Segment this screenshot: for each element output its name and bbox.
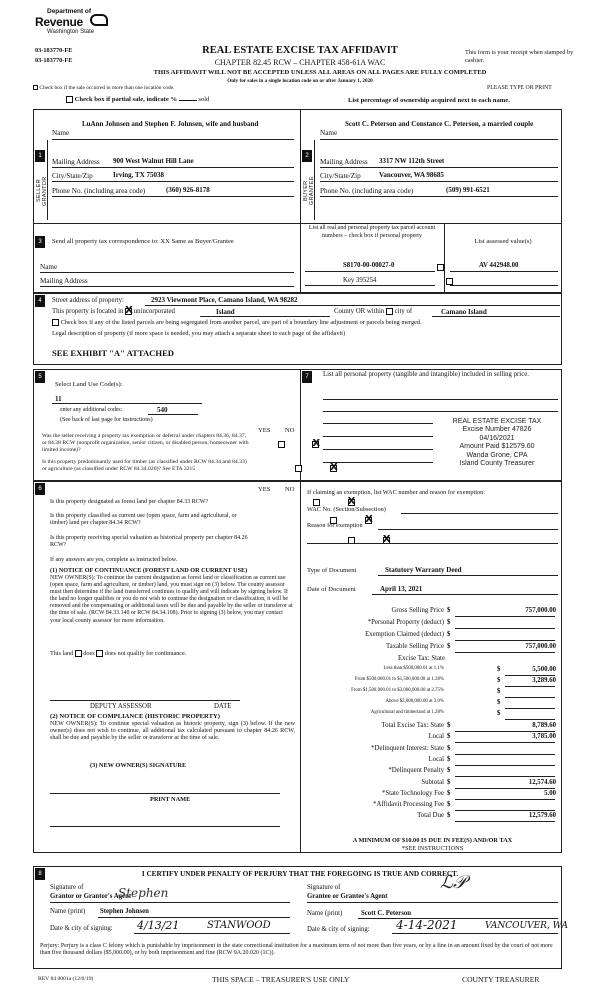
- agency-logo: [35, 8, 110, 42]
- agency-line1: Department of: [47, 8, 92, 15]
- tax-row-value[interactable]: 5.00: [544, 789, 556, 797]
- grantee-date[interactable]: 4-14-2021: [396, 918, 458, 932]
- street-label: Street address of property:: [52, 297, 124, 304]
- additional-codes-label: enter any additional codes:: [60, 407, 123, 413]
- tax-row-label: From $500,000.01 to $1,500,000.00 at 1.28%: [354, 677, 444, 682]
- wac-label: WAC No. (Section/Subsection): [307, 506, 386, 513]
- this-land-label: This land: [50, 650, 74, 657]
- forest-q2-no[interactable]: [365, 517, 372, 524]
- tax-row: [300, 721, 562, 733]
- sales-note: Only for sales in a single location code on or after January 1, 2020: [227, 78, 373, 84]
- grantor-signature[interactable]: Stephen: [118, 886, 169, 900]
- doc-type-label: Type of Document: [307, 567, 357, 574]
- does-not-checkbox[interactable]: [96, 650, 103, 657]
- correspondence-same[interactable]: XX Same as Buyer/Grantee: [160, 238, 234, 245]
- tax-row: [300, 800, 562, 812]
- currency-sign: $: [447, 767, 451, 775]
- tax-row-label: Less than $500,000.01 at 1.1%: [383, 666, 444, 671]
- parcel-header-right: List assessed value(s): [474, 238, 532, 245]
- seller-city-label: City/State/Zip: [52, 172, 93, 180]
- currency-sign: $: [497, 699, 501, 706]
- tax-row: [300, 766, 562, 778]
- continuance-row: [50, 650, 186, 657]
- parcel-personal-checkbox-1[interactable]: [437, 264, 444, 271]
- stamp-line-3: 04/16/2021: [479, 434, 515, 442]
- section-2-tag: 2: [302, 150, 312, 162]
- county-row: [334, 308, 412, 315]
- grantee-who: Grantee or Grantee's Agent: [307, 893, 388, 900]
- perjury-text: Perjury: Perjury is a class C felony which is punishable by imprisonment in the state correctional institution for a maximum term of not more than five years, or by a fine in an amount fixed by the court of not more than five thousand dollars ($5,000.00), or by both imprisonment and fine (RCW 9A.20.020 (1C)).: [40, 943, 553, 957]
- minimum-note: A MINIMUM OF $10.00 IS DUE IN FEE(S) AND/OR TAX: [352, 837, 513, 844]
- footer-form-number: REV 84 0001a (12/6/19): [38, 976, 94, 982]
- tax-row-label: *Personal Property (deduct): [367, 619, 444, 626]
- tax-exemption-question: Was the seller receiving a property tax exemption or deferral under chapters 84.36, 84.37, or 84.38 RCW (nonprofit organization, senior citizen, or disabled person, homeowner with limited income)?: [42, 433, 249, 453]
- buyer-address[interactable]: 3317 NW 112th Street: [379, 157, 445, 165]
- new-owner-signature-label: (3) NEW OWNER(S) SIGNATURE: [90, 762, 187, 769]
- buyer-city[interactable]: Vancouver, WA 98685: [379, 171, 444, 179]
- forest-q1-no[interactable]: [348, 499, 355, 506]
- multi-location-checkbox[interactable]: [33, 85, 38, 90]
- seller-city[interactable]: Irving, TX 75038: [113, 171, 165, 179]
- grantor-sig-label: Signature of: [50, 884, 84, 891]
- timber-question: Is this property predominantly used for timber (as classified under RCW 84.34 and 84.33) or agriculture (as classified under RCW 84.34.020)? See ETA 3215: [42, 459, 247, 472]
- q1-no-checkbox[interactable]: [312, 441, 319, 448]
- yes-header-1: YES: [258, 427, 271, 434]
- tax-row: [300, 744, 562, 756]
- grantee-sig-label: Signature of: [307, 884, 341, 891]
- land-use-label: Select Land Use Code(s):: [55, 381, 123, 388]
- doc-type-value[interactable]: Statutory Warranty Deed: [385, 566, 462, 574]
- agency-line3: Washington State: [47, 29, 95, 35]
- tax-row-label: Exemption Claimed (deduct): [365, 631, 444, 638]
- tax-row: [300, 732, 562, 744]
- excise-state-label: Excise Tax: State: [398, 655, 445, 662]
- doc-date-value[interactable]: April 13, 2021: [380, 585, 423, 593]
- tax-row-label: Total Due: [417, 812, 444, 820]
- grantor-name[interactable]: Stephen Johnsen: [100, 908, 149, 915]
- seller-addr-label: Mailing Address: [52, 158, 100, 166]
- tax-row: [300, 630, 562, 642]
- buyer-side-label: BUYER GRANTEE: [303, 176, 315, 206]
- buyer-name[interactable]: Scott C. Peterson and Constance C. Peterson, a married couple: [345, 120, 534, 128]
- warning-text: THIS AFFIDAVIT WILL NOT BE ACCEPTED UNLESS ALL AREAS ON ALL PAGES ARE FULLY COMPLETED: [153, 69, 487, 76]
- tax-row-value[interactable]: 5,500.00: [532, 666, 556, 673]
- tax-row-label: Subtotal: [421, 778, 444, 786]
- does-label: does: [83, 650, 95, 657]
- grantor-date-label: Date & city of signing:: [50, 925, 113, 932]
- forest-q1-yes[interactable]: [313, 499, 320, 506]
- forest-q3: Is this property receiving special valuation as historical property per chapter 84.26 RCW?: [50, 535, 248, 549]
- currency-sign: $: [447, 619, 451, 626]
- buyer-city-label: City/State/Zip: [320, 172, 361, 180]
- notice2-title: (2) NOTICE OF COMPLIANCE (HISTORIC PROPERTY): [50, 713, 220, 720]
- forest-q1: Is this property designated as forest land per chapter 84.33 RCW?: [50, 499, 209, 505]
- exemption-label: If claiming an exemption, list WAC number and reason for exemption:: [307, 489, 486, 496]
- form-id-2: 03-183770-FE: [35, 57, 73, 64]
- tax-row-value[interactable]: 757,000.00: [525, 607, 556, 614]
- q2-yes-checkbox[interactable]: [295, 465, 302, 472]
- tax-row-label: Total Excise Tax: State: [381, 722, 444, 729]
- grantor-who: Grantor or Grantor's Agent: [50, 893, 132, 900]
- seller-side-label: SELLER GRANTOR: [36, 176, 48, 206]
- currency-sign: $: [497, 666, 501, 673]
- no-header-2: NO: [285, 486, 295, 493]
- tax-row-label: Taxable Selling Price: [385, 643, 444, 650]
- currency-sign: $: [447, 755, 451, 763]
- buyer-name-label: Name: [320, 129, 338, 137]
- seller-name-label: Name: [52, 129, 70, 137]
- section-6-tag: 6: [35, 483, 45, 495]
- tax-row-label: Gross Selling Price: [391, 607, 444, 614]
- notice2-body: NEW OWNER(S): To continue special valuation as historic property, sign (3) below. If the new owner(s) does not wish to continue, all additional tax calculated pursuant to chapter 84.26 RCW, shall be due and payable by the seller or transferor at the time of sale.: [50, 721, 295, 742]
- footer-middle: THIS SPACE – TREASURER'S USE ONLY: [212, 975, 350, 984]
- tax-row-label: *State Technology Fee: [381, 789, 444, 797]
- stamp-line-6: Island County Treasurer: [459, 460, 535, 468]
- currency-sign: $: [447, 733, 451, 741]
- multi-location-row[interactable]: [33, 85, 174, 91]
- grantor-name-label: Name (print): [50, 908, 86, 915]
- currency-sign: $: [447, 778, 451, 786]
- section-5-tag: 5: [35, 371, 45, 383]
- does-checkbox[interactable]: [75, 650, 82, 657]
- tax-row: [300, 642, 562, 654]
- grantee-signature[interactable]: ℒ𝒫: [440, 872, 466, 893]
- corr-label-name: Name: [40, 263, 58, 271]
- tax-row: [300, 811, 562, 823]
- footer-right: COUNTY TREASURER: [462, 975, 540, 984]
- unincorporated-label: unincorporated: [133, 308, 175, 316]
- grantee-city[interactable]: VANCOUVER, WA: [485, 921, 568, 931]
- date-label: DATE: [214, 703, 232, 710]
- parcel-value-1[interactable]: AV 442948.00: [479, 262, 519, 269]
- tax-row: [300, 606, 562, 618]
- tax-row-label: *Delinquent Interest: State: [371, 744, 444, 752]
- tax-row-value[interactable]: 3,289.60: [532, 677, 556, 684]
- deputy-assessor-label: DEPUTY ASSESSOR: [90, 703, 152, 710]
- tax-row: [300, 709, 562, 721]
- agency-line2: Revenue: [35, 15, 83, 29]
- correspondence-row: [52, 238, 234, 245]
- stamp-line-1: REAL ESTATE EXCISE TAX: [452, 418, 542, 425]
- seller-name[interactable]: LuAnn Johnsen and Stephen F. Johnsen, wife and husband: [82, 120, 259, 128]
- treasurer-stamp: [437, 418, 557, 468]
- street-value[interactable]: 2923 Viewmont Place, Camano Island, WA 98282: [151, 296, 298, 304]
- personal-property-label: List all personal property (tangible and intangible) included in selling price.: [323, 371, 529, 378]
- doc-date-label: Date of Document: [307, 586, 356, 593]
- tax-row-label: From $1,500,000.01 to $3,000,000.00 at 2.75%: [351, 688, 444, 693]
- partial-sale-suffix: sold: [198, 96, 210, 104]
- buyer-phone-label: Phone No. (including area code): [320, 187, 414, 195]
- ownership-note: List percentage of ownership acquired next to each name.: [348, 97, 510, 104]
- currency-sign: $: [447, 812, 451, 820]
- additional-codes-value[interactable]: 540: [157, 406, 168, 414]
- tax-row-value[interactable]: 3,785.00: [532, 733, 556, 741]
- tax-row-value[interactable]: 8,789.60: [532, 722, 556, 729]
- tax-row-label: Local: [428, 755, 444, 763]
- form-title: REAL ESTATE EXCISE TAX AFFIDAVIT: [202, 45, 398, 56]
- located-row: [52, 308, 175, 315]
- currency-sign: $: [447, 722, 451, 729]
- stamp-line-2: Excise Number 47826: [462, 426, 532, 434]
- currency-sign: $: [447, 643, 451, 650]
- form-id-1: 03-183770-FE: [35, 47, 73, 54]
- reason-label: Reason for exemption: [307, 522, 363, 529]
- forest-q2: Is this property classified as current use (open space, farm and agricultural, or timber) land per chapter 84.34 RCW?: [50, 513, 237, 527]
- tax-row: [300, 789, 562, 801]
- located-label: This property is located in: [52, 308, 124, 316]
- unincorporated-checkbox[interactable]: [125, 308, 132, 315]
- legal-label: Legal description of property (if more space is needed, you may attach a separate sheet to each page of the affidavit): [52, 330, 346, 337]
- grantor-city[interactable]: STANWOOD: [207, 920, 271, 931]
- buyer-addr-label: Mailing Address: [320, 158, 368, 166]
- tax-row-value[interactable]: 12,579.60: [528, 812, 556, 820]
- correspondence-label: Send all property tax correspondence to:: [52, 238, 159, 245]
- currency-sign: $: [447, 789, 451, 797]
- grantee-name[interactable]: Scott C. Peterson: [361, 910, 412, 917]
- yes-header-2: YES: [258, 486, 271, 493]
- currency-sign: $: [497, 710, 501, 717]
- city-checkbox[interactable]: [386, 308, 393, 315]
- currency-sign: $: [497, 688, 501, 695]
- parcel-personal-checkbox-2[interactable]: [446, 278, 453, 285]
- tax-row: [300, 755, 562, 767]
- land-use-code[interactable]: 11: [55, 395, 62, 403]
- parcel-account-2[interactable]: Key 395254: [343, 277, 377, 284]
- city-value[interactable]: Camano Island: [441, 308, 487, 316]
- parcel-account-1[interactable]: S8170-00-00027-0: [343, 262, 395, 269]
- tax-row-label: Above $3,000,000.00 at 3.0%: [385, 699, 444, 704]
- county-value[interactable]: Island: [216, 308, 235, 316]
- parcel-header-left: List all real and personal property tax parcel account numbers – check box if personal property: [308, 225, 436, 239]
- form-subtitle: CHAPTER 82.45 RCW – CHAPTER 458-61A WAC: [214, 58, 386, 67]
- receipt-note: This form is your receipt when stamped by cashier.: [465, 49, 574, 64]
- back-note: (See back of last page for instructions): [60, 417, 153, 423]
- currency-sign: $: [447, 801, 451, 809]
- tax-row-label: Local: [428, 733, 444, 741]
- tax-row-label: Agricultural and timberland at 1.28%: [370, 710, 444, 715]
- stamp-line-4: Amount Paid $12579.60: [459, 443, 535, 451]
- q1-yes-checkbox[interactable]: [278, 441, 285, 448]
- print-name-label: PRINT NAME: [150, 796, 191, 803]
- no-header-1: NO: [285, 427, 295, 434]
- section-7-tag: 7: [302, 371, 312, 383]
- corr-label-address: Mailing Address: [40, 277, 88, 285]
- county-label: County OR within: [334, 308, 385, 316]
- seller-phone-label: Phone No. (including area code): [52, 187, 146, 195]
- stamp-line-5: Wanda Grone, CPA: [466, 451, 528, 459]
- seller-address[interactable]: 900 West Walnut Hill Lane: [113, 157, 194, 165]
- section-3-tag: 3: [35, 236, 45, 248]
- segregated-label: Check box if any of the listed parcels are being segregated from another parcel, are part of a boundary line adjustment or parcels being merged.: [60, 319, 422, 326]
- currency-sign: $: [447, 631, 451, 638]
- revenue-logo-icon: [90, 14, 108, 26]
- if-yes-note: If any answers are yes, complete as instructed below.: [50, 557, 178, 563]
- certify-text: I CERTIFY UNDER PENALTY OF PERJURY THAT THE FOREGOING IS TRUE AND CORRECT.: [141, 870, 459, 878]
- segregated-row[interactable]: [52, 319, 557, 326]
- partial-sale-label: Check box if partial sale, indicate %: [74, 96, 178, 104]
- tax-row-label: *Delinquent Penalty: [388, 767, 444, 775]
- see-instructions: *SEE INSTRUCTIONS: [401, 845, 464, 852]
- buyer-phone[interactable]: (509) 991-6521: [446, 186, 490, 194]
- section-1-tag: 1: [35, 150, 45, 162]
- tax-row-value[interactable]: 757,000.00: [525, 643, 556, 650]
- section-8-tag: 8: [35, 868, 45, 880]
- tax-row: [300, 778, 562, 790]
- partial-sale-row[interactable]: [66, 96, 209, 103]
- currency-sign: $: [497, 677, 501, 684]
- city-label: city of: [394, 308, 413, 316]
- grantor-date[interactable]: 4/13/21: [137, 919, 180, 932]
- tax-row-value[interactable]: 12,574.60: [528, 778, 556, 786]
- notice1-body: NEW OWNER(S): To continue the current designation as forest land or classification as current use (open space, farm and agriculture, or timber) land, you must sign on (3) below. The county assessor must then determine if the land transferred continues to qualify and will indicate by signing below. If the land no longer qualifies or you do not wish to continue the designation or classification, it will be removed and the compensating or additional taxes will be due and payable by the seller or transferor at the time of sale. (RCW 84.33.140 or RCW 84.34.108). Prior to signing (3) below, you may contact your local county assessor for more information.: [50, 575, 293, 624]
- partial-sale-checkbox[interactable]: [66, 96, 73, 103]
- exhibit-text[interactable]: SEE EXHIBIT "A" ATTACHED: [52, 348, 175, 358]
- currency-sign: $: [447, 744, 451, 752]
- grantee-date-label: Date & city of signing:: [307, 926, 370, 933]
- please-type: PLEASE TYPE OR PRINT: [487, 85, 552, 91]
- seller-phone[interactable]: (360) 926-8178: [166, 186, 210, 194]
- multi-location-label: Check box if the sale occurred in more than one location code.: [39, 85, 175, 91]
- tax-calculation: [300, 601, 562, 853]
- section-4-tag: 4: [35, 295, 45, 307]
- grantee-name-label: Name (print): [307, 910, 343, 917]
- tax-row-label: *Affidavit Processing Fee: [373, 801, 444, 809]
- tax-row: [300, 618, 562, 630]
- does-not-label: does not qualify for continuance.: [104, 650, 187, 657]
- q2-no-checkbox[interactable]: [330, 465, 337, 472]
- segregated-checkbox[interactable]: [52, 319, 59, 326]
- notice1-title: (1) NOTICE OF CONTINUANCE (FOREST LAND OR CURRENT USE): [50, 567, 248, 574]
- currency-sign: $: [447, 607, 451, 614]
